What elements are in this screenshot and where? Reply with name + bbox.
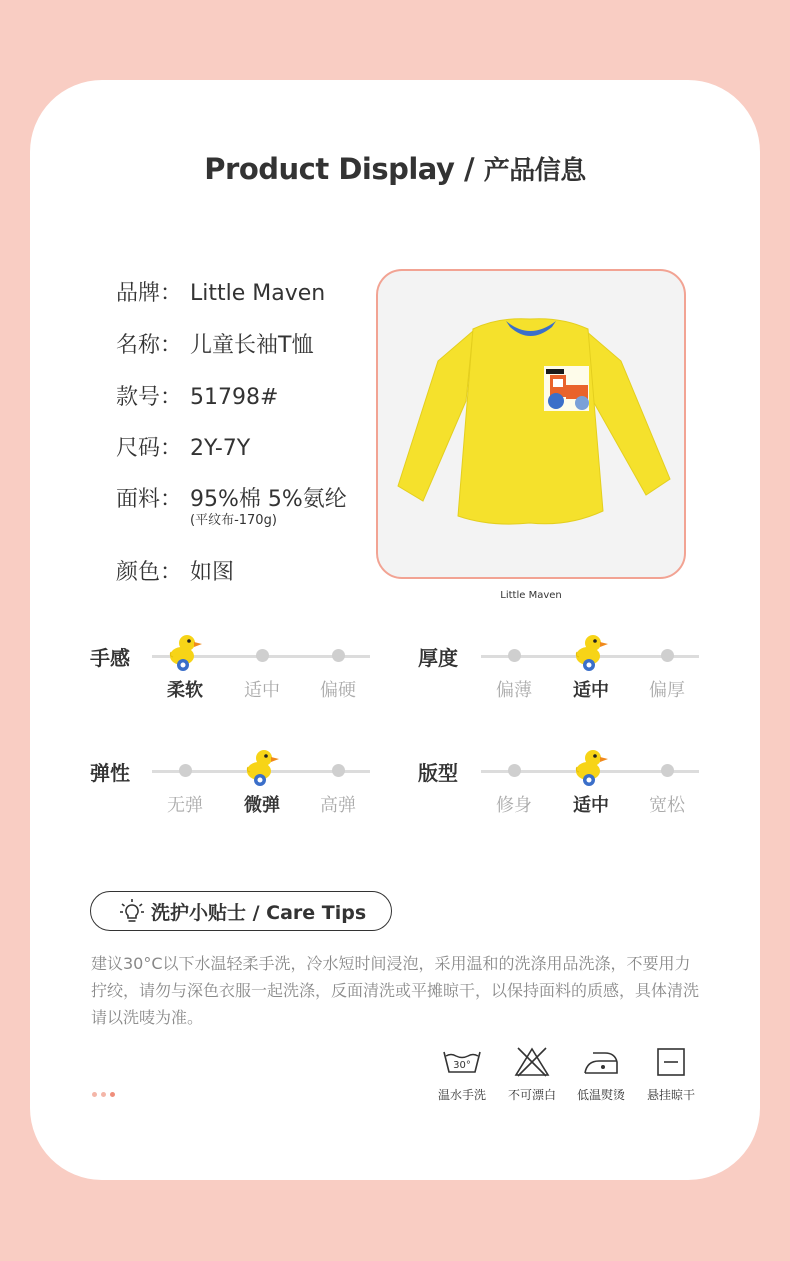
scale-option-selected: 适中 [573, 680, 609, 701]
scale-option: 偏薄 [496, 680, 532, 701]
info-style-no: 款号： 51798# [116, 385, 279, 410]
page-title: Product Display / 产品信息 [204, 152, 586, 186]
scale-dot [332, 764, 345, 777]
hang-dry-icon [636, 1046, 706, 1103]
no-bleach-label: 不可漂白 [507, 1088, 556, 1102]
info-color: 颜色： 如图 [116, 560, 235, 585]
scale-option: 偏厚 [649, 680, 685, 701]
no-bleach-icon [497, 1046, 567, 1103]
scale-dot [661, 649, 674, 662]
pagination-dots [92, 1092, 115, 1097]
lightbulb-icon [119, 898, 145, 924]
info-brand: 品牌： Little Maven [116, 281, 326, 306]
product-caption: Little Maven [500, 590, 562, 601]
page-dot [101, 1092, 106, 1097]
scale-dot [332, 649, 345, 662]
low-iron-icon [566, 1046, 636, 1103]
scale-dot [661, 764, 674, 777]
duck-marker-icon [244, 747, 280, 787]
page-dot-active [110, 1092, 115, 1097]
hand-wash-icon [427, 1046, 497, 1103]
scale-option: 修身 [496, 795, 532, 816]
wash-temp-label: 30° [453, 1060, 471, 1071]
scale-label: 手感 [90, 646, 130, 670]
scale-option-selected: 柔软 [167, 680, 203, 701]
duck-marker-icon [573, 747, 609, 787]
page-dot [92, 1092, 97, 1097]
care-tips-pill [90, 891, 392, 931]
scale-label: 版型 [418, 761, 458, 785]
info-name: 名称： 儿童长袖T恤 [116, 333, 314, 358]
scale-dot [179, 764, 192, 777]
hand-wash-label: 温水手洗 [437, 1088, 486, 1102]
scale-label: 厚度 [418, 646, 458, 670]
hang-dry-label: 悬挂晾干 [646, 1088, 695, 1102]
scale-dot [508, 649, 521, 662]
scale-option-selected: 适中 [573, 795, 609, 816]
tshirt-illustration [378, 271, 684, 577]
info-size: 尺码： 2Y-7Y [116, 436, 251, 461]
scale-option-selected: 微弹 [244, 795, 280, 816]
scale-option: 宽松 [649, 795, 685, 816]
duck-marker-icon [573, 632, 609, 672]
care-tips-label: 洗护小贴士 / Care Tips [151, 901, 367, 924]
care-tips-text: 建议30°C以下水温轻柔手洗，冷水短时间浸泡，采用温和的洗涤用品洗涤，不要用力拧绞，请勿与深色衣服一起洗涤，反面清洗或平摊晾干，以保持面料的质感，具体清洗请以洗唛为准。 [91, 954, 700, 1027]
scale-option: 偏硬 [320, 680, 356, 701]
product-image [376, 269, 686, 579]
duck-marker-icon [167, 632, 203, 672]
info-fabric: 面料： 95%棉 5%氨纶 [116, 487, 347, 512]
info-fabric-note: (平纹布-170g) [190, 513, 277, 528]
scale-option: 适中 [244, 680, 280, 701]
scale-option: 高弹 [320, 795, 356, 816]
scale-label: 弹性 [90, 761, 130, 785]
scale-dot [508, 764, 521, 777]
low-iron-label: 低温熨烫 [576, 1088, 625, 1102]
scale-dot [256, 649, 269, 662]
scale-option: 无弹 [167, 795, 203, 816]
